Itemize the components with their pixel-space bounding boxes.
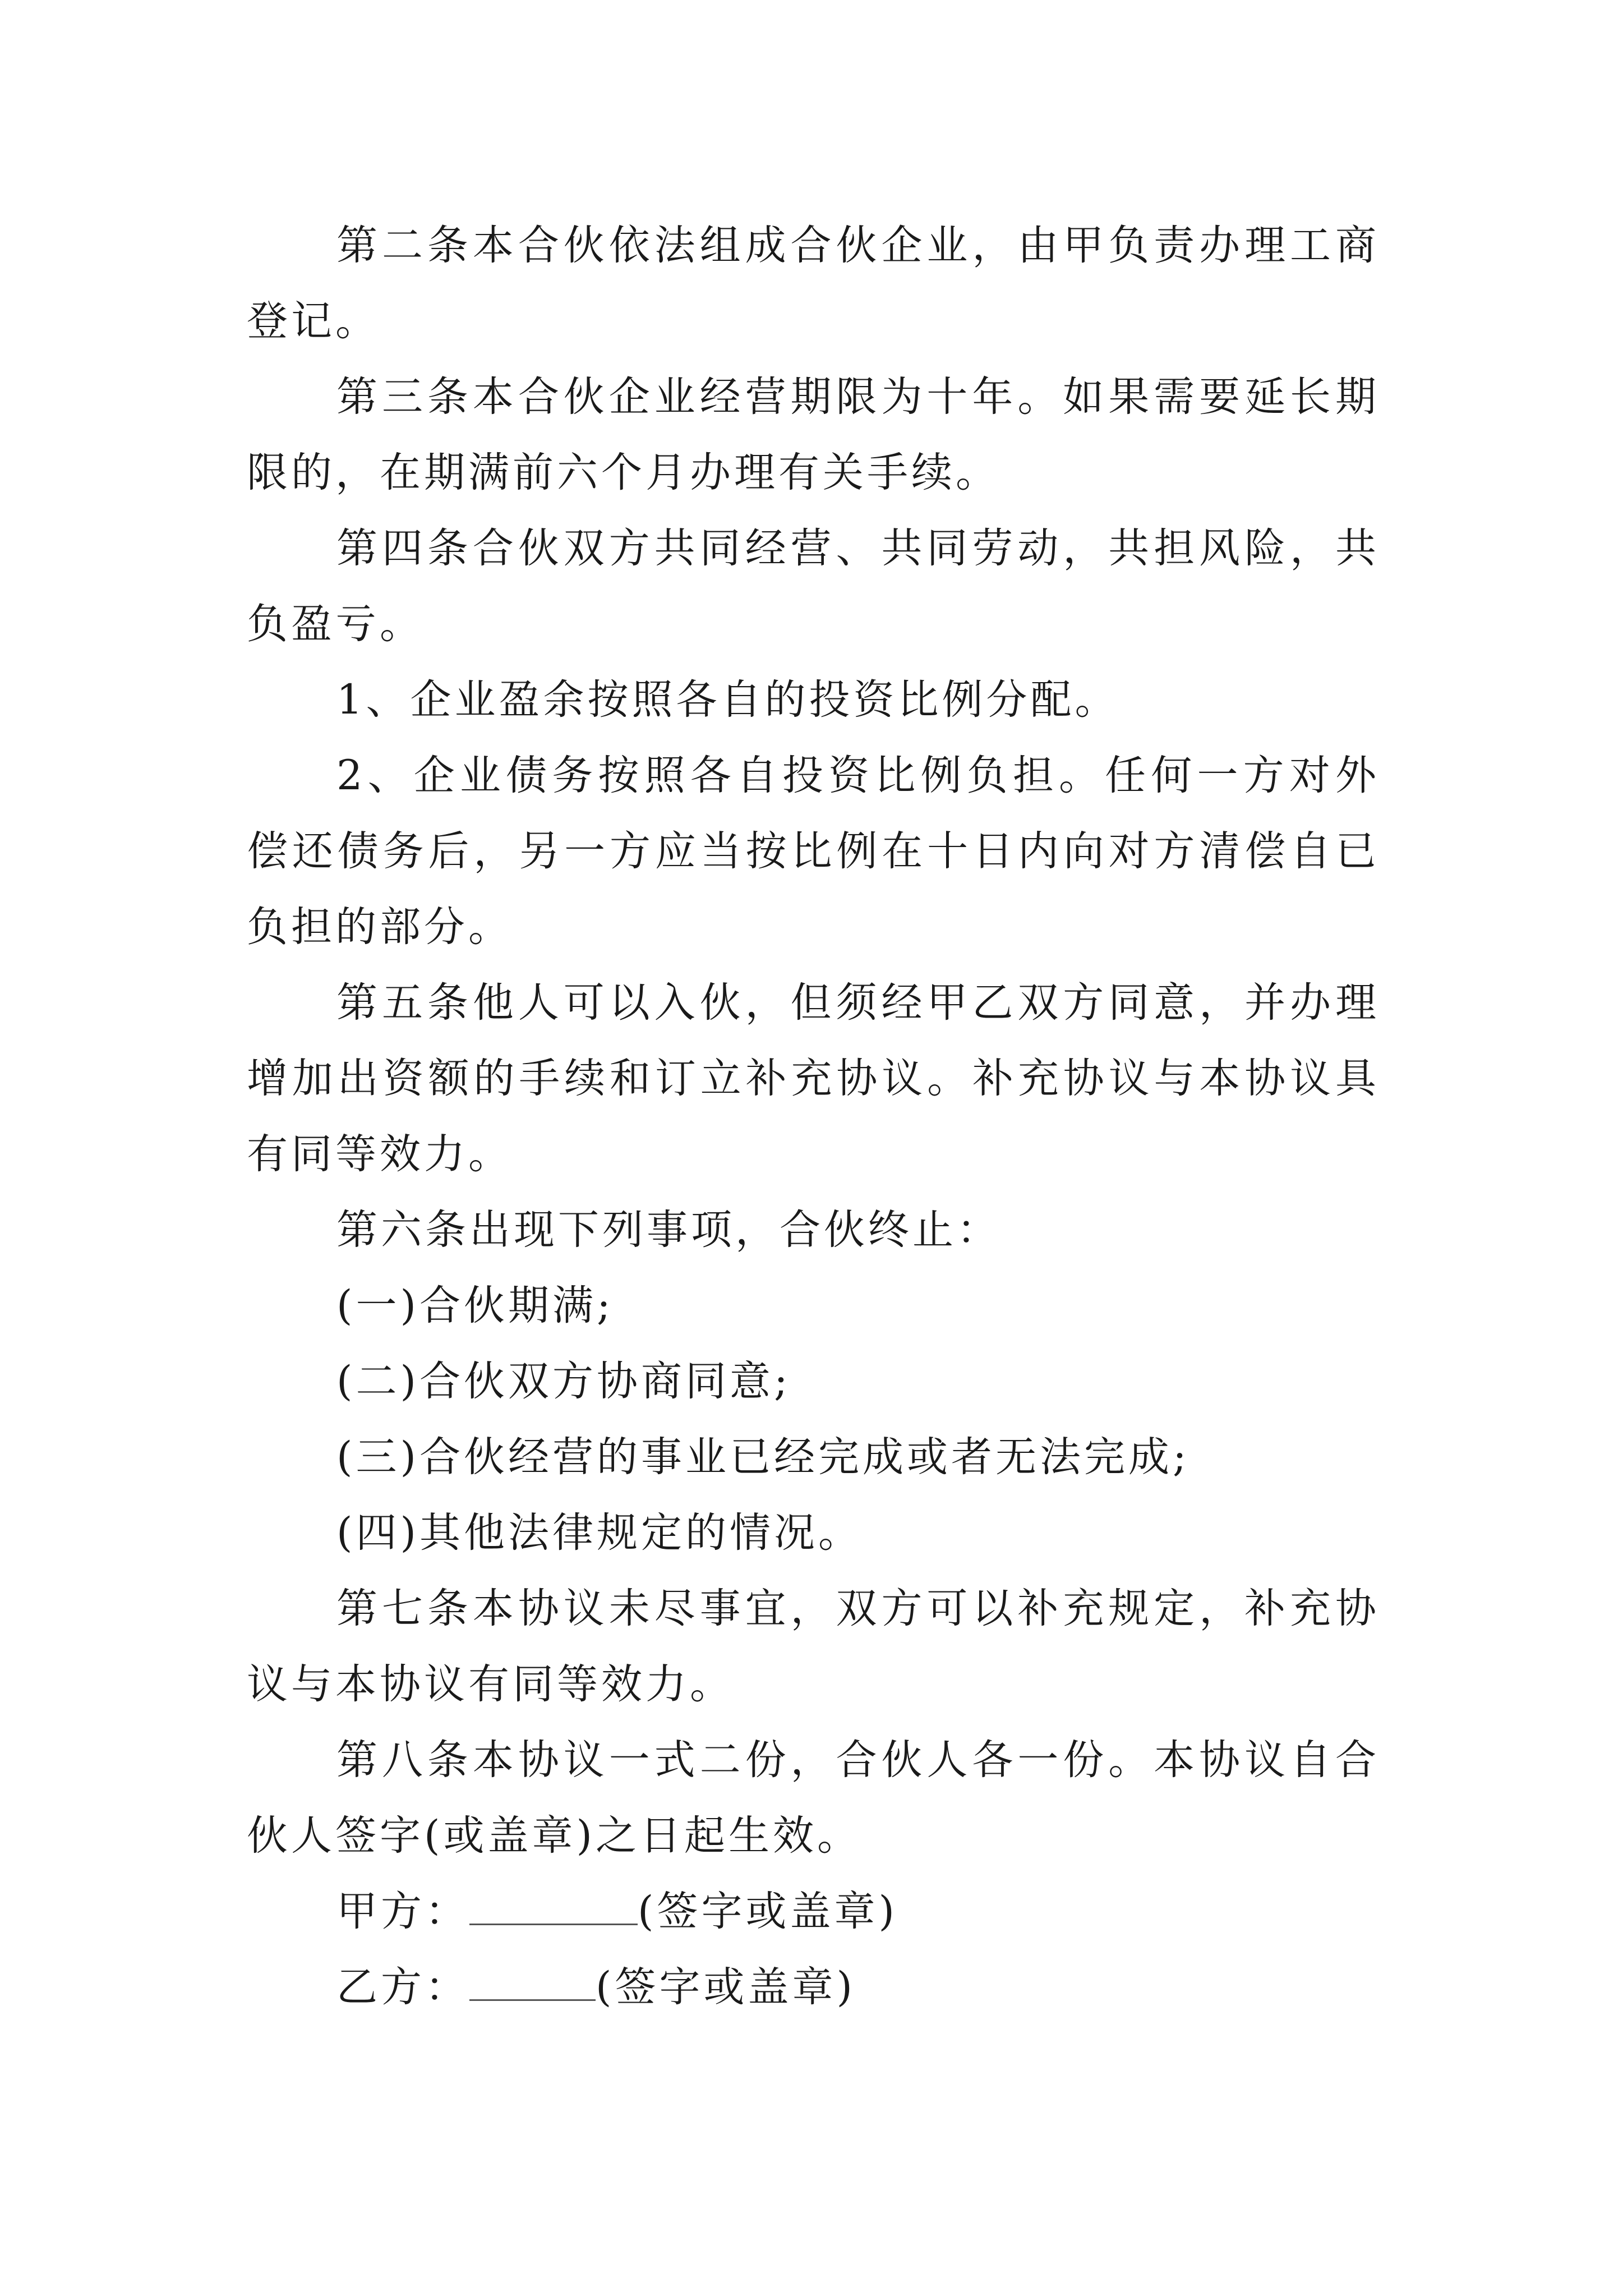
article-6-item-3: (三)合伙经营的事业已经完成或者无法完成; [336, 1433, 1190, 1481]
party-a-signature-line [247, 1874, 1380, 1949]
party-a-label: 甲方： [336, 1888, 469, 1935]
document-body [247, 208, 1380, 2025]
party-b-signature-line [247, 1949, 1380, 2025]
article-2: 第二条本合伙依法组成合伙企业，由甲负责办理工商登记。 [247, 222, 1380, 345]
party-a-signature-blank [469, 1888, 638, 1925]
article-6-item-4: (四)其他法律规定的情况。 [336, 1509, 863, 1557]
article-6: 第六条出现下列事项，合伙终止： [336, 1206, 1001, 1254]
article-4-item-1: 1、企业盈余按照各自的投资比例分配。 [336, 676, 1119, 724]
party-b-note: (签字或盖章) [596, 1963, 856, 2011]
party-b-label: 乙方： [336, 1963, 469, 2011]
article-4-item-2: 2、企业债务按照各自投资比例负担。任何一方对外偿还债务后，另一方应当按比例在十日内向对方清偿自已负担的部分。 [247, 752, 1380, 951]
article-5: 第五条他人可以入伙，但须经甲乙双方同意，并办理增加出资额的手续和订立补充协议。补充协议与本协议具有同等效力。 [247, 979, 1380, 1178]
article-6-item-2: (二)合伙双方协商同意; [336, 1358, 791, 1405]
article-7: 第七条本协议未尽事宜，双方可以补充规定，补充协议与本协议有同等效力。 [247, 1585, 1380, 1708]
article-8: 第八条本协议一式二份，合伙人各一份。本协议自合伙人签字(或盖章)之日起生效。 [247, 1736, 1380, 1860]
party-a-note: (签字或盖章) [638, 1888, 898, 1935]
article-3: 第三条本合伙企业经营期限为十年。如果需要延长期限的，在期满前六个月办理有关手续。 [247, 373, 1380, 496]
article-6-item-1: (一)合伙期满; [336, 1282, 614, 1329]
party-b-signature-blank [469, 1963, 596, 2001]
article-4: 第四条合伙双方共同经营、共同劳动，共担风险，共负盈亏。 [247, 524, 1380, 648]
